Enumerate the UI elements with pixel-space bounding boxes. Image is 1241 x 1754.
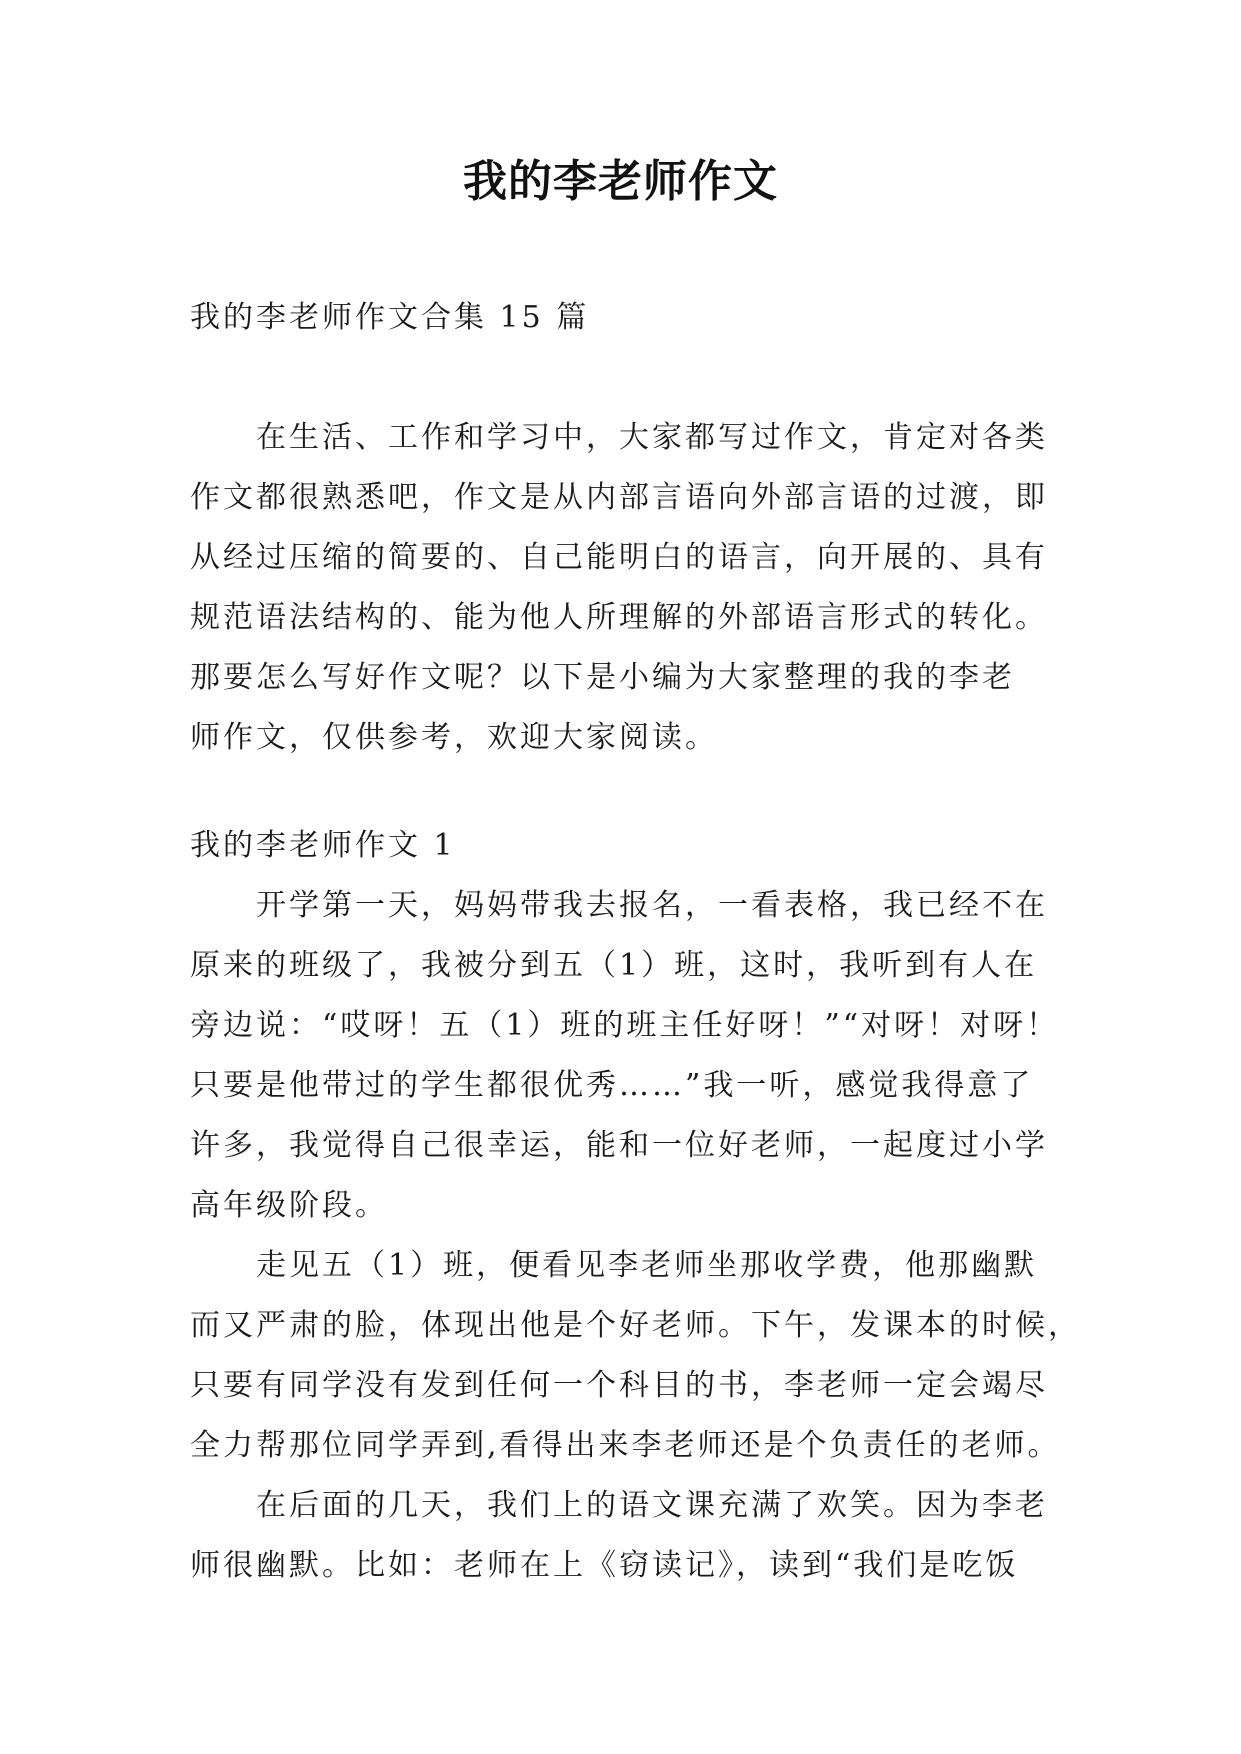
- paragraph-line: 走见五（1）班，便看见李老师坐那收学费，他那幽默: [256, 1248, 1038, 1283]
- intro-line: 那要怎么写好作文呢？以下是小编为大家整理的我的李老: [190, 660, 1015, 695]
- intro-line: 师作文，仅供参考，欢迎大家阅读。: [190, 720, 718, 755]
- intro-paragraph: [190, 408, 1070, 768]
- intro-line: 从经过压缩的简要的、自己能明白的语言，向开展的、具有: [190, 540, 1048, 575]
- paragraph-line: 原来的班级了，我被分到五（1）班，这时，我听到有人在: [190, 948, 1038, 983]
- paragraph-line: 在后面的几天，我们上的语文课充满了欢笑。因为李老: [256, 1488, 1048, 1523]
- paragraph-line: 只要是他带过的学生都很优秀……”我一听，感觉我得意了: [190, 1068, 1034, 1103]
- spacer: [190, 768, 1070, 816]
- collection-subtitle: 我的李老师作文合集 15 篇: [190, 300, 590, 335]
- paragraph-line: 只要有同学没有发到任何一个科目的书，李老师一定会竭尽: [190, 1368, 1048, 1403]
- paragraph-line: 全力帮那位同学弄到,看得出来李老师还是个负责任的老师。: [190, 1428, 1061, 1463]
- paragraph-line: 师很幽默。比如：老师在上《窃读记》，读到“我们是吃饭: [190, 1548, 1019, 1583]
- document-body: [190, 288, 1081, 1596]
- paragraph-3: [190, 1476, 1070, 1596]
- section-heading: 我的李老师作文 1: [190, 828, 456, 863]
- paragraph-line: 而又严肃的脸，体现出他是个好老师。下午，发课本的时候，: [190, 1308, 1081, 1343]
- paragraph-line: 旁边说：“哎呀！五（1）班的班主任好呀！”“对呀！对呀！: [190, 1008, 1060, 1043]
- paragraph-line: 许多，我觉得自己很幸运，能和一位好老师，一起度过小学: [190, 1128, 1048, 1163]
- paragraph-line: 高年级阶段。: [190, 1188, 388, 1223]
- intro-line: 在生活、工作和学习中，大家都写过作文，肯定对各类: [256, 420, 1048, 455]
- paragraph-1: [190, 876, 1070, 1236]
- paragraph-2: [190, 1236, 1081, 1476]
- intro-line: 规范语法结构的、能为他人所理解的外部语言形式的转化。: [190, 600, 1048, 635]
- document-title: 我的李老师作文: [463, 156, 778, 207]
- paragraph-line: 开学第一天，妈妈带我去报名，一看表格，我已经不在: [256, 888, 1048, 923]
- intro-line: 作文都很熟悉吧，作文是从内部言语向外部言语的过渡，即: [190, 480, 1048, 515]
- spacer: [190, 348, 1070, 408]
